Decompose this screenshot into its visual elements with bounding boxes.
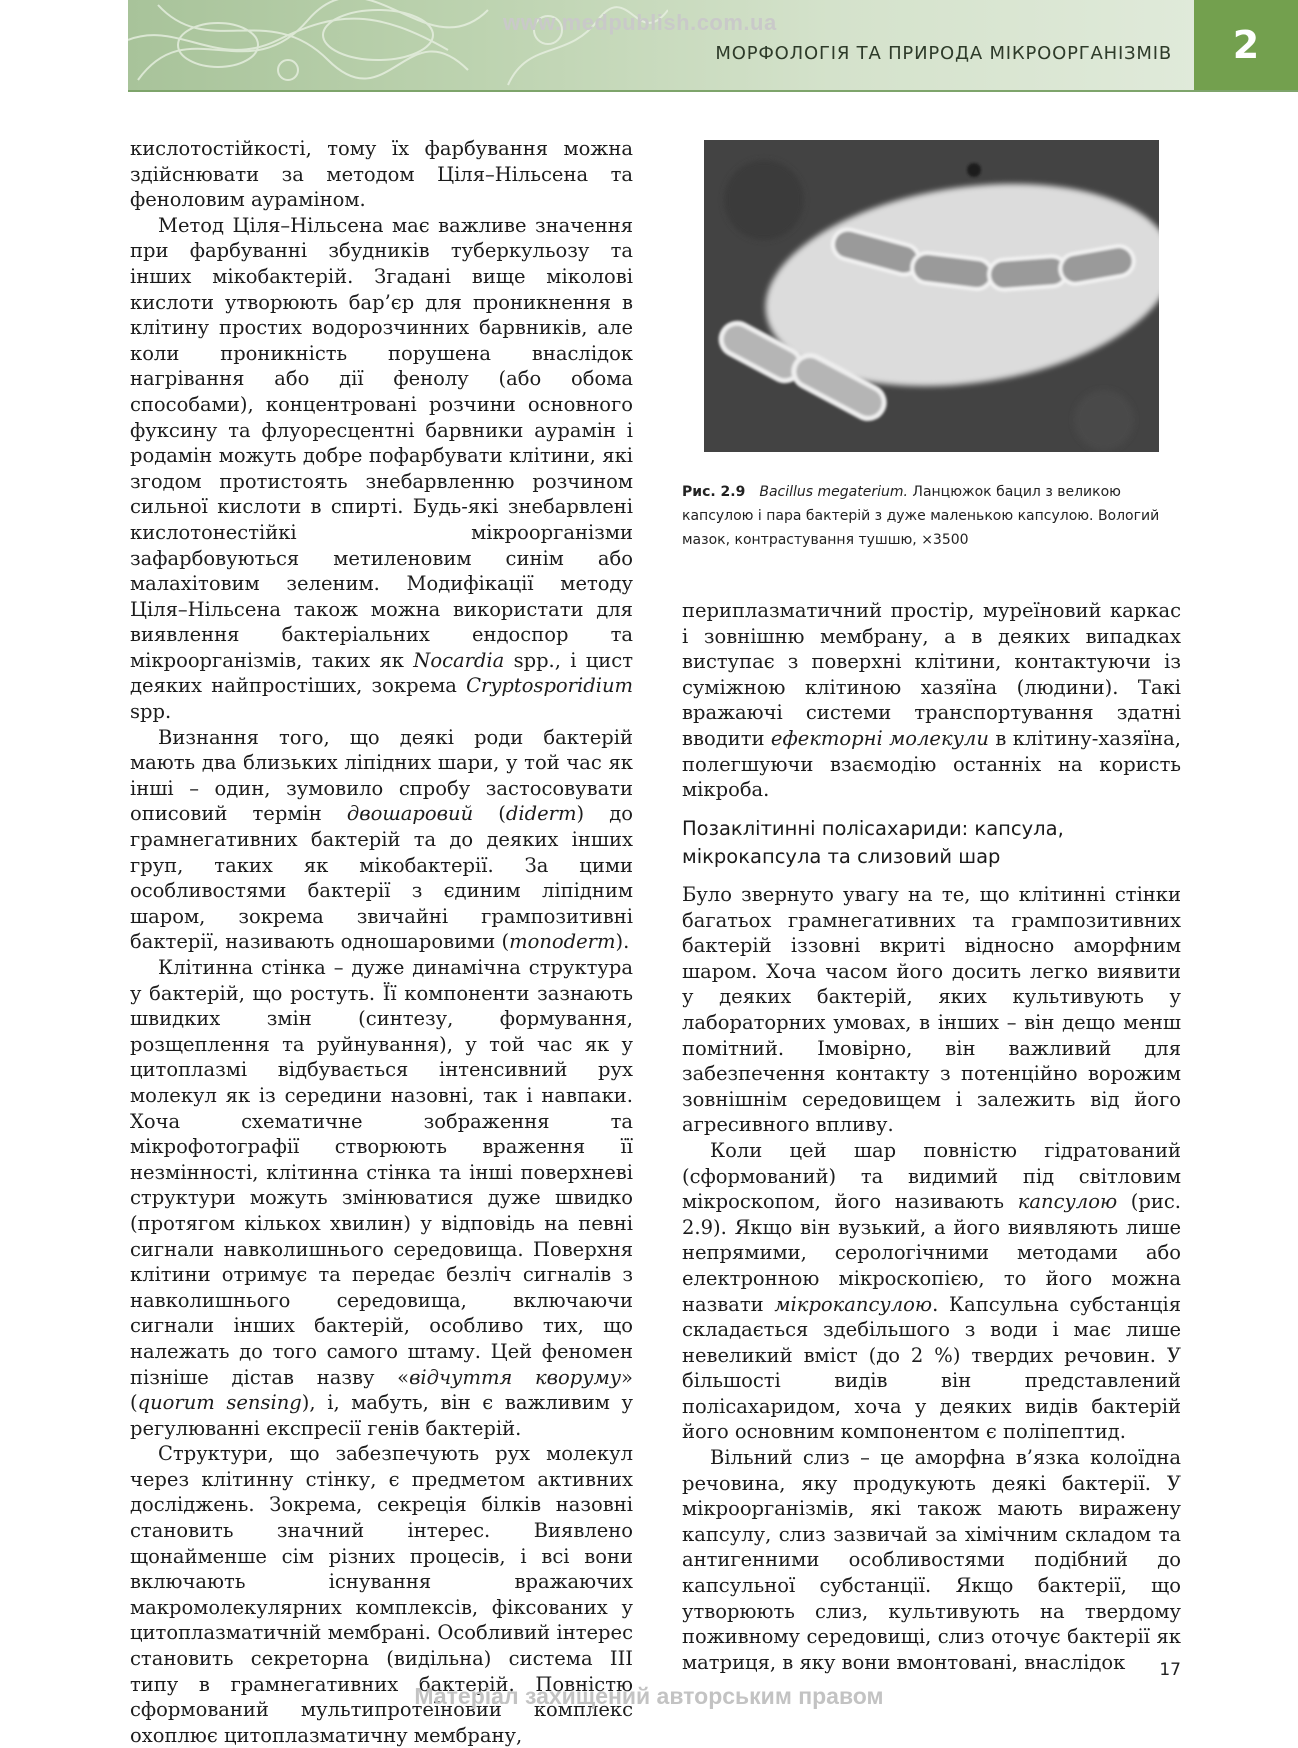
paragraph — [682, 598, 1181, 803]
paragraph: Структури, що забезпечують рух молекул через клітинну стінку, є предметом активних досліджень. Зокрема, секреція білків назовні становить значний інтерес. Виявлено щонайменше сім різних процесів, і всі вони включають існування вражаючих макромолекулярних комплексів, фіксованих у цитоплазматичній мембрані. Особливий інтерес становить секреторна (видільна) система III типу в грамнегативних бактерій. Повністю сформований мультипротеїновий комплекс охоплює цитоплазматичну мембрану, — [130, 1442, 633, 1747]
italic-term: diderm — [505, 802, 577, 826]
species-name: Bacillus megaterium. — [759, 484, 908, 500]
text-run: . Капсульна субстанція складається здебільшого з води і має лише невеликий вміст (до 2 %) твердих речовин. У більшості видів він представлений полісахаридом, хоча у деяких видів бактерій його основним компонентом є поліпептид. — [682, 1292, 1181, 1444]
italic-term: ефекторні молекули — [770, 726, 989, 750]
paragraph — [130, 213, 633, 725]
paragraph: Було звернуто увагу на те, що клітинні стінки багатьох грамнегативних та грампозитивних бактерій іззовні вкриті відносно аморфним шаром. Хоча часом його досить легко виявити у деяких бактерій, яких культивують у лабораторних умовах, в інших – він дещо менш помітний. Імовірно, він важливий для забезпечення контакту з потенційно ворожим зовнішнім середовищем і залежить від його агресивного впливу. — [682, 883, 1181, 1137]
micrograph-drawing — [704, 140, 1159, 452]
text-run: ( — [473, 802, 506, 826]
text-run: (рис. 2.9). Якщо він вузький, а його виявляють лише непрямими, серологічними методами або електронною мікроскопією, то його можна назвати — [682, 1190, 1182, 1316]
text-run: Метод Ціля–Нільсена має важливе значення при фарбуванні збудників туберкульозу та інших мікобактерій. Згадані вище міколові кислоти утворюють бар’єр для проникнення в клітину простих водорозчинних барвників, але коли проникність порушена внаслідок нагрівання або дії фенолу (або обома способами), концентровані розчини основного фуксину та флуоресцентні барвники аурамін і родамін можуть добре пофарбувати клітини, які згодом протистоять знебарвленню розчином сильної кислоти в спирті. Будь-які знебарвлені кислотонестійкі мікроорганізми зафарбовуються метиленовим синім або малахітовим зеленим. Модифікації методу Ціля–Нільсена також можна використати для виявлення бактеріальних ендоспор та мікроорганізмів, таких як — [130, 213, 633, 672]
text-run: Коли цей шар повністю гідратований (сформований) та видимий під світловим мікроскопом, його називають — [682, 1138, 1181, 1214]
italic-term: мікрокапсулою — [774, 1292, 933, 1316]
italic-term: Nocardia — [413, 648, 505, 672]
text-run: периплазматичний простір, муреїновий каркас і зовнішню мембрану, а в деяких випадках виступає з поверхні клітини, контактуючи із суміжною клітиною хазяїна (людини). Такі вражаючі системи транспортування здатні вводити — [682, 599, 1181, 750]
caption-text: Ланцюжок бацил з великою капсулою і пара бактерій з дуже маленькою капсулою. Вологий мазок, контрастування тушшю, ×3500 — [682, 484, 1160, 548]
italic-term: monoderm — [509, 930, 616, 954]
page-header — [128, 0, 1298, 92]
italic-term: quorum sensing — [137, 1391, 302, 1415]
paragraph — [130, 955, 633, 1441]
text-run: spp., і цист деяких найпростіших, зокрема — [130, 648, 633, 698]
right-column-top — [682, 598, 1181, 803]
text-run: ), і, мабуть, він є важливим у регулюванні експресії генів бактерій. — [130, 1391, 634, 1440]
italic-term: Cryptosporidium — [466, 674, 633, 698]
italic-term: відчуття кворуму — [409, 1365, 622, 1389]
left-column — [130, 136, 633, 1748]
page-number: 17 — [1159, 1660, 1181, 1680]
figure-caption — [682, 480, 1182, 552]
italic-term: капсулою — [1017, 1190, 1118, 1214]
figure-label: Рис. 2.9 — [682, 484, 746, 500]
paragraph — [682, 1138, 1181, 1445]
chapter-title: МОРФОЛОГІЯ ТА ПРИРОДА МІКРООРГАНІЗМІВ — [715, 43, 1172, 64]
section-heading: Позаклітинні полісахариди: капсула, мікрокапсула та слизовий шар — [682, 817, 1064, 868]
text-run: в клітину-хазяїна, полегшуючи взаємодію останніх на користь мікроба. — [682, 726, 1181, 802]
paragraph: кислотостійкості, тому їх фарбування можна здійснювати за методом Ціля–Нільсена та феноловим аураміном. — [130, 137, 633, 212]
chapter-number-badge: 2 — [1194, 0, 1298, 90]
paragraph: Вільний слиз – це аморфна в’язка колоїдна речовина, яку продукують деякі бактерії. У мікроорганізмів, які також мають виражену капсулу, слиз зазвичай за хімічним складом та антигенними особливостями подібний до капсульної субстанції. Якщо бактерії, що утворюють слиз, культивують на твердому поживному середовищі, слиз оточує бактерії як матриця, в яку вони вмонтовані, внаслідок — [682, 1446, 1181, 1674]
text-run: ) до грамнегативних бактерій та до деяких інших груп, таких як мікобактерії. За цими особливостями бактерії з єдиним ліпідним шаром, зокрема звичайні грампозитивні бактерії, називають одношаровими ( — [130, 802, 633, 954]
text-run: » ( — [130, 1365, 633, 1415]
text-run: ). — [615, 930, 630, 954]
text-run: spp. — [130, 700, 172, 724]
text-run: Клітинна стінка – дуже динамічна структура у бактерій, що ростуть. Її компоненти зазнають швидких змін (синтезу, формування, розщеплення та руйнування), у той час як у цитоплазмі відбувається інтенсивний рух молекул як із середини назовні, так і навпаки. Хоча схематичне зображення та мікрофотографії створюють враження її незмінності, клітинна стінка та інші поверхневі структури можуть змінюватися дуже швидко (протягом кількох хвилин) у відповідь на певні сигнали навколишнього середовища. Поверхня клітини отримує та передає безліч сигналів з навколишнього середовища, включаючи сигнали інших бактерій, особливо тих, що належать до того самого штаму. Цей феномен пізніше дістав назву « — [130, 956, 633, 1389]
micrograph-image — [704, 140, 1159, 452]
text-run: Визнання того, що деякі роди бактерій мають два близьких ліпідних шари, у той час як інші – один, зумовило спробу застосовувати описовий термін — [130, 725, 633, 826]
italic-term: двошаровий — [346, 802, 474, 826]
right-column-bottom — [682, 882, 1181, 1675]
paragraph — [130, 725, 633, 955]
copyright-notice: Матеріал захищений авторським правом — [414, 1683, 884, 1709]
site-url: www.medpublish.com.ua — [503, 10, 777, 35]
